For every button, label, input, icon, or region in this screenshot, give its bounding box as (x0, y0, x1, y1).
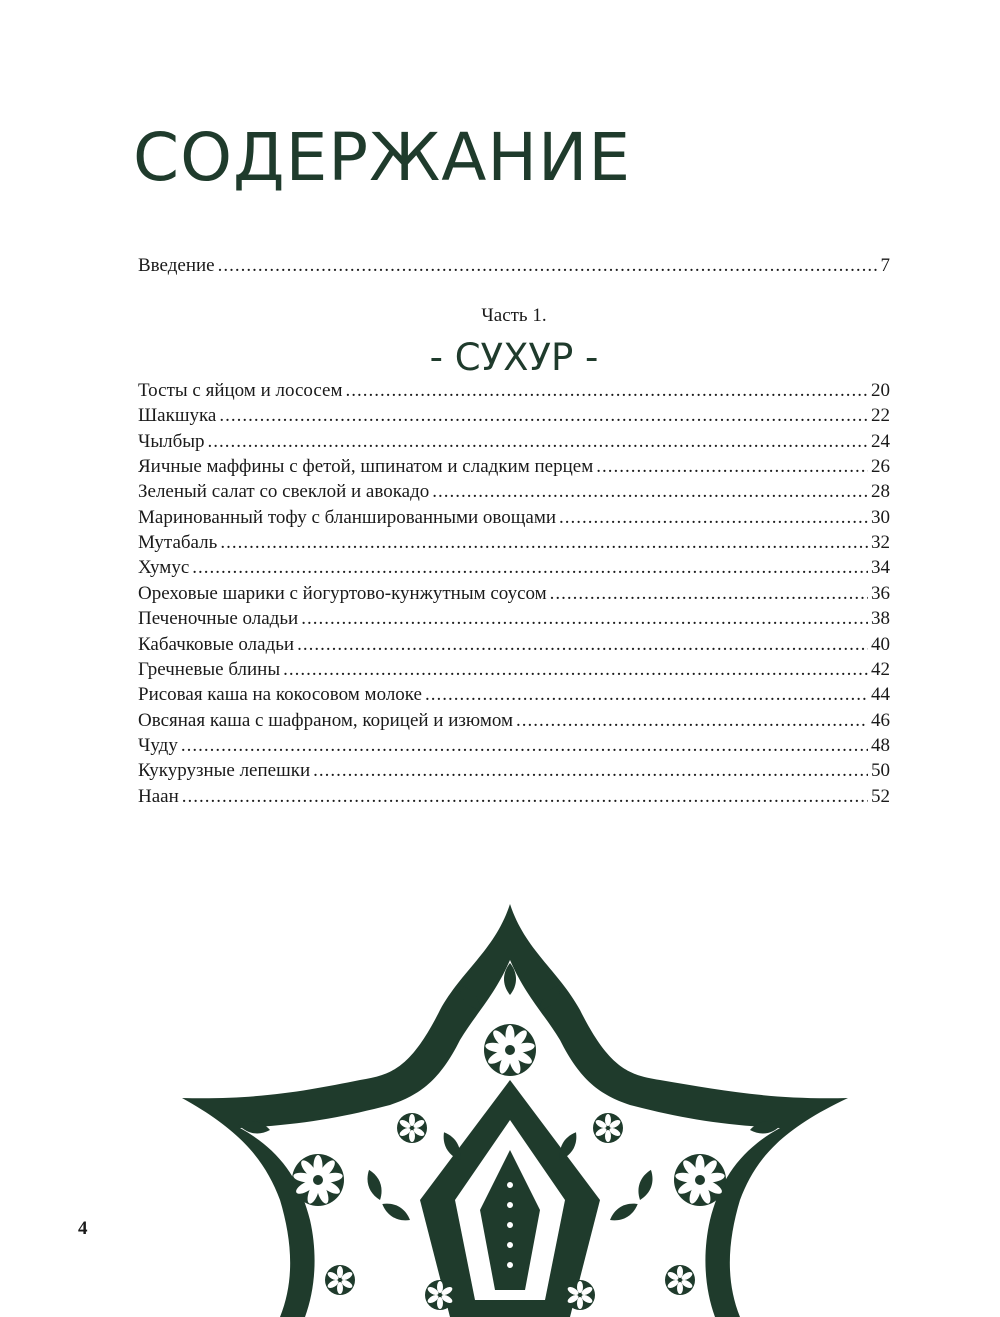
toc-entry-page: 26 (871, 456, 890, 478)
toc-entry-page: 32 (871, 532, 890, 554)
toc-entry[interactable] (138, 733, 890, 758)
toc-entry-page: 42 (871, 658, 890, 680)
dot-leader (182, 784, 868, 809)
dot-leader (220, 530, 868, 555)
toc-entry-label: Чылбыр (138, 430, 205, 452)
dot-leader (219, 403, 868, 428)
dot-leader (181, 733, 868, 758)
toc-entry-intro[interactable] (138, 253, 890, 278)
toc-entry[interactable] (138, 429, 890, 454)
dot-leader (559, 505, 868, 530)
toc-entry-label: Шакшука (138, 405, 217, 427)
toc-entry-label: Гречневые блины (138, 658, 281, 680)
dot-leader (425, 682, 868, 707)
toc-entry-label: Наан (138, 785, 179, 807)
toc-entry-page: 24 (871, 430, 890, 452)
toc-entry-page: 44 (871, 684, 890, 706)
toc-entry-label: Чуду (138, 734, 178, 756)
dot-leader (218, 253, 878, 278)
dot-leader (596, 454, 868, 479)
toc-entry-page: 46 (871, 709, 890, 731)
toc-entry-label: Ореховые шарики с йогуртово-кунжутным соусом (138, 582, 547, 604)
part-name: - СУХУР - (429, 336, 599, 379)
toc-entry-label: Овсяная каша с шафраном, корицей и изюмом (138, 709, 514, 731)
toc-entry[interactable] (138, 479, 890, 504)
toc-entry-label: Кабачковые оладьи (138, 633, 295, 655)
page-number: 4 (78, 1218, 88, 1239)
toc-entry-page: 38 (871, 608, 890, 630)
toc-entry-label: Хумус (138, 557, 190, 579)
toc-entry[interactable] (138, 708, 890, 733)
toc-entry-label: Мутабаль (138, 532, 218, 554)
toc-entry[interactable] (138, 555, 890, 580)
toc-entry[interactable] (138, 581, 890, 606)
toc-entry[interactable] (138, 606, 890, 631)
toc-entry[interactable] (138, 632, 890, 657)
toc-entry[interactable] (138, 530, 890, 555)
toc-entry-page: 40 (871, 633, 890, 655)
toc-entry-label: Рисовая каша на кокосовом молоке (138, 684, 422, 706)
toc-entry-page: 52 (871, 785, 890, 807)
toc-entry-page: 22 (871, 405, 890, 427)
dot-leader (192, 555, 868, 580)
dot-leader (345, 378, 868, 403)
toc-entry[interactable] (138, 505, 890, 530)
dot-leader (283, 657, 868, 682)
toc-entry-page: 34 (871, 557, 890, 579)
toc-entry[interactable] (138, 657, 890, 682)
toc-entry-page: 48 (871, 734, 890, 756)
toc-entry-label: Тосты с яйцом и лососем (138, 380, 343, 401)
page-title: СОДЕРЖАНИЕ (133, 119, 632, 196)
toc-entry-page: 30 (871, 506, 890, 528)
dot-leader (301, 606, 868, 631)
toc-entry-label: Кукурузные лепешки (138, 760, 311, 782)
toc-entry-label: Яичные маффины с фетой, шпинатом и сладким перцем (138, 456, 594, 478)
dot-leader (516, 708, 868, 733)
toc-entry-page: 28 (871, 481, 890, 503)
toc-entry[interactable] (138, 378, 890, 403)
part-label: Часть 1. (481, 305, 547, 326)
toc-entry-label: Печеночные оладьи (138, 608, 299, 630)
toc-entry[interactable] (138, 758, 890, 783)
toc-entry-page: 36 (871, 582, 890, 604)
toc-entry[interactable] (138, 403, 890, 428)
toc-entry[interactable] (138, 454, 890, 479)
dot-leader (432, 479, 868, 504)
dot-leader (550, 581, 868, 606)
toc-entry-page: 50 (871, 760, 890, 782)
toc-entry-page: 20 (871, 380, 890, 401)
toc-entry-label: Зеленый салат со свеклой и авокадо (138, 481, 430, 503)
toc-entry-label: Введение (138, 255, 215, 276)
toc-entry[interactable] (138, 784, 890, 809)
dot-leader (313, 758, 868, 783)
toc-entry[interactable] (138, 682, 890, 707)
floral-star-ornament-icon (180, 900, 860, 1317)
toc-entry-label: Маринованный тофу с бланшированными овощами (138, 506, 557, 528)
dot-leader (297, 632, 868, 657)
toc-entry-page: 7 (880, 255, 890, 276)
dot-leader (208, 429, 868, 454)
